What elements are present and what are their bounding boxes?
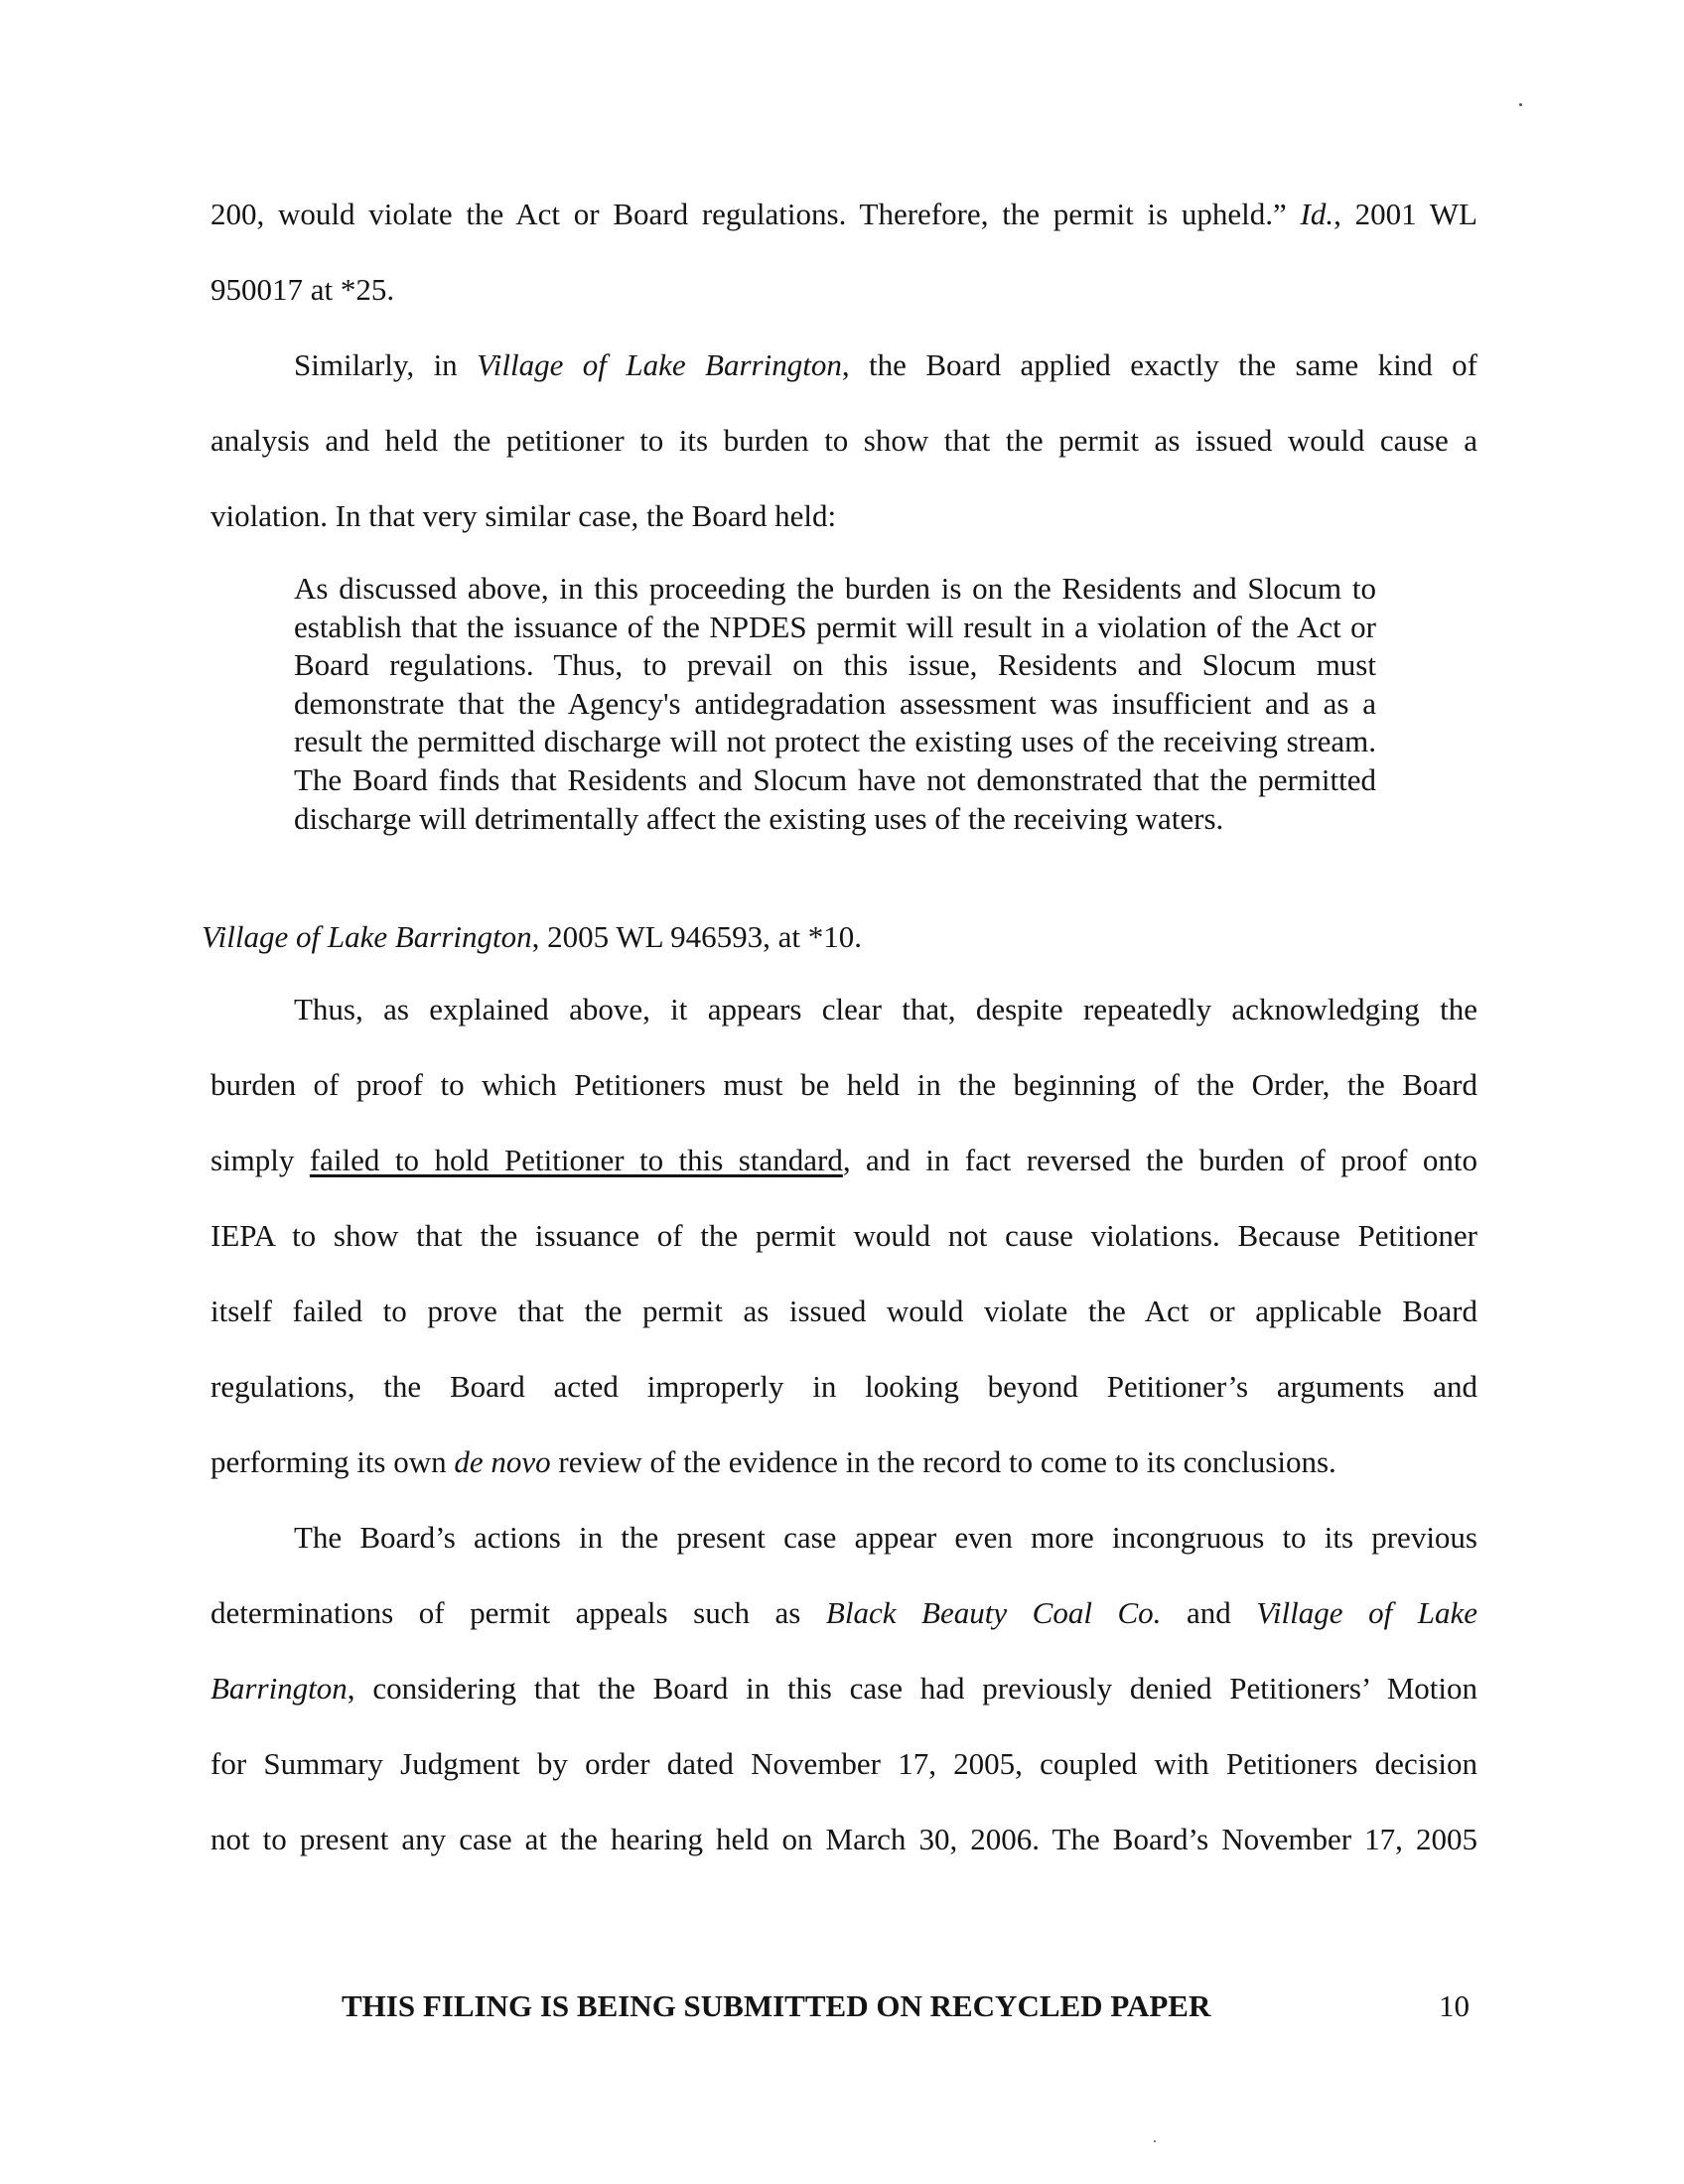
text-run: and bbox=[1161, 1595, 1257, 1630]
incongruous-paragraph-line-5: not to present any case at the hearing held on March 30, 2006. The Board’s November 17, 2005 bbox=[210, 1822, 1477, 1856]
citation-text: , 2005 WL 946593, at *10. bbox=[531, 919, 863, 954]
block-quote: As discussed above, in this proceeding the burden is on the Residents and Slocum to establish that the issuance of the NPDES permit will result in a violation of the Act or Board regulations. Thus, to prevail on this issue, Residents and Slocum must demonstrate that the Agency's antidegradation assessment was insufficient and as a result the permitted discharge will not protect the existing uses of the receiving stream. The Board finds that Residents and Slocum have not demonstrated that the permitted discharge will detrimentally affect the existing uses of the receiving waters. bbox=[294, 571, 1376, 836]
incongruous-paragraph-line-2 bbox=[210, 1595, 1477, 1631]
citation-id: Id. bbox=[1300, 197, 1334, 231]
burden-paragraph-line-7 bbox=[210, 1444, 1477, 1480]
case-name: Barrington bbox=[210, 1671, 348, 1706]
case-name: Black Beauty Coal Co. bbox=[825, 1595, 1162, 1630]
paragraph-continuation-line-1 bbox=[210, 197, 1477, 232]
scan-speck bbox=[1154, 2140, 1156, 2142]
text-run: review of the evidence in the record to come to its conclusions. bbox=[550, 1444, 1336, 1479]
text-run: determinations of permit appeals such as bbox=[210, 1595, 826, 1630]
recycled-paper-notice: THIS FILING IS BEING SUBMITTED ON RECYCLED PAPER bbox=[342, 1988, 1211, 2023]
text-run: , and in fact reversed the burden of proof onto bbox=[842, 1143, 1477, 1177]
incongruous-paragraph-line-4: for Summary Judgment by order dated November 17, 2005, coupled with Petitioners decision bbox=[210, 1746, 1477, 1781]
burden-paragraph-line-2: burden of proof to which Petitioners must be held in the beginning of the Order, the Board bbox=[210, 1067, 1477, 1102]
text-run: simply bbox=[210, 1143, 310, 1177]
lake-barrington-paragraph-line-3: violation. In that very similar case, the Board held: bbox=[210, 498, 837, 533]
case-name: Village of Lake bbox=[1256, 1595, 1478, 1630]
text-run: , considering that the Board in this case had previously denied Petitioners’ Motion bbox=[347, 1671, 1477, 1706]
text-run: 200, would violate the Act or Board regulations. Therefore, the permit is upheld.” bbox=[210, 197, 1301, 231]
scan-speck bbox=[1519, 103, 1522, 106]
underlined-emphasis: failed to hold Petitioner to this standard bbox=[309, 1143, 843, 1177]
incongruous-paragraph-line-3 bbox=[210, 1671, 1477, 1706]
burden-paragraph-line-6: regulations, the Board acted improperly in looking beyond Petitioner’s arguments and bbox=[210, 1369, 1477, 1404]
quote-citation bbox=[202, 919, 1469, 955]
case-name: Village of Lake Barrington bbox=[477, 347, 842, 382]
burden-paragraph-line-3 bbox=[210, 1143, 1477, 1178]
paragraph-continuation-line-2: 950017 at *25. bbox=[210, 272, 395, 307]
text-run: , 2001 WL bbox=[1333, 197, 1477, 231]
de-novo-term: de novo bbox=[454, 1444, 551, 1479]
text-run: Similarly, in bbox=[294, 347, 478, 382]
case-name: Village of Lake Barrington bbox=[202, 919, 532, 954]
burden-paragraph-line-1: Thus, as explained above, it appears clear that, despite repeatedly acknowledging the bbox=[294, 992, 1477, 1026]
text-run: , the Board applied exactly the same kind of bbox=[841, 347, 1477, 382]
burden-paragraph-line-5: itself failed to prove that the permit as issued would violate the Act or applicable Board bbox=[210, 1294, 1477, 1328]
incongruous-paragraph-line-1: The Board’s actions in the present case appear even more incongruous to its previous bbox=[294, 1520, 1477, 1555]
page-number: 10 bbox=[1439, 1988, 1470, 2023]
burden-paragraph-line-4: IEPA to show that the issuance of the permit would not cause violations. Because Petitioner bbox=[210, 1218, 1477, 1253]
lake-barrington-paragraph-line-1 bbox=[294, 347, 1477, 383]
lake-barrington-paragraph-line-2: analysis and held the petitioner to its burden to show that the permit as issued would cause a bbox=[210, 423, 1477, 458]
text-run: performing its own bbox=[210, 1444, 455, 1479]
